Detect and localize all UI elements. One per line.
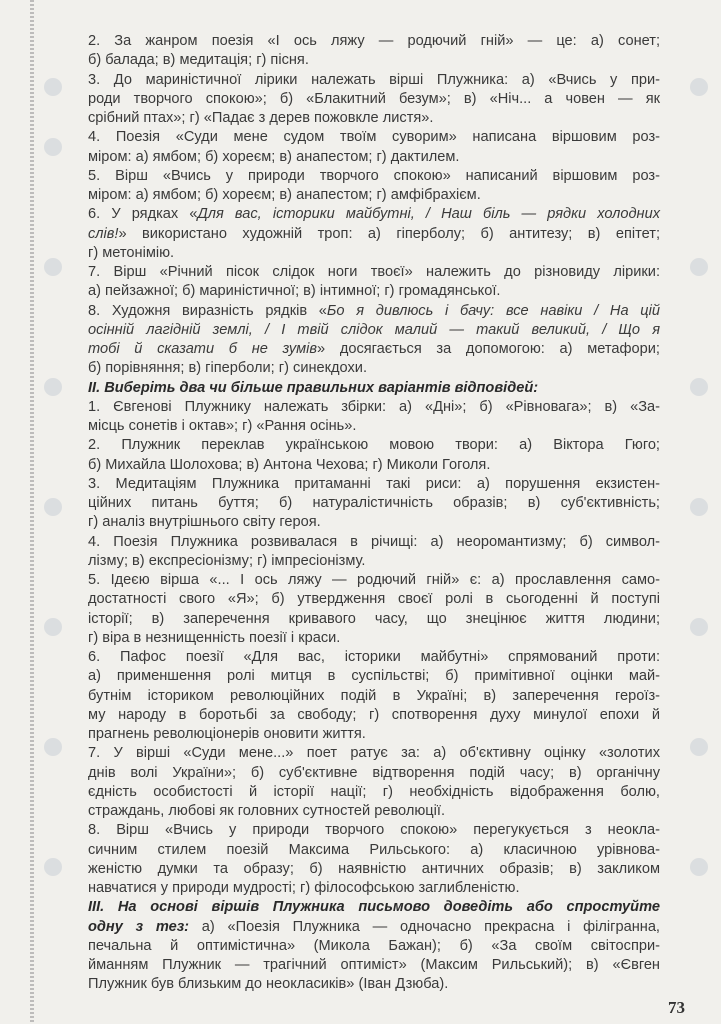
section-heading-text: ІІ. Виберіть два чи більше правильних варіантів відповідей: [88, 379, 539, 396]
text-line [88, 109, 660, 128]
text-run: 7. У вірші «Суди мене...» поет ратує за: а) об'єктивну оцінку «золотих [88, 745, 660, 762]
text-line [88, 263, 660, 282]
text-line [88, 379, 660, 398]
watermark-logo-icon [690, 78, 708, 96]
text-line [88, 282, 660, 301]
text-run: бутнім істориком революційних подій в Україні; в) заперечення героїз- [88, 687, 660, 704]
text-line [88, 918, 660, 937]
text-run: 1. Євгенові Плужнику належать збірки: а) «Дні»; б) «Рівновага»; в) «За- [88, 398, 660, 415]
text-run: б) порівняння; в) гіперболи; г) синекдохи. [88, 360, 368, 377]
text-line [88, 821, 660, 840]
text-line [88, 706, 660, 725]
text-line [88, 975, 660, 994]
watermark-logo-icon [690, 498, 708, 516]
watermark-logo-icon [690, 378, 708, 396]
page-binding-edge [30, 0, 34, 1024]
text-run: 2. Плужник переклав українською мовою твори: а) Віктора Гюго; [88, 437, 660, 454]
watermark-logo-icon [44, 258, 62, 276]
watermark-logo-icon [44, 618, 62, 636]
text-line [88, 148, 660, 167]
text-run: г) метонімію. [88, 244, 175, 261]
text-line [88, 167, 660, 186]
text-run: 2. За жанром поезія «І ось ляжу — родючий гній» — це: а) сонет; [88, 33, 660, 49]
text-run: 3. Медитаціям Плужника притаманні такі риси: а) порушення екзистен- [88, 475, 660, 492]
text-run: женістю думки та образу; б) наявністю античних образів; в) закликом [88, 860, 660, 877]
text-run: днів волі України»; б) суб'єктивне відтворення подій часу; в) органічну [88, 764, 660, 781]
text-run: тобі й сказати б не зумів [88, 341, 318, 357]
watermark-logo-icon [44, 378, 62, 396]
text-run: Бо я дивлюсь і бачу: все навіки / На цій [326, 302, 660, 319]
text-run: 6. У рядках « [88, 206, 198, 223]
text-line [88, 398, 660, 417]
text-run: роди творчого спокою»; б) «Блакитний безум»; в) «Ніч... а човен — як [88, 90, 660, 107]
text-line [88, 321, 660, 340]
watermark-logo-icon [690, 738, 708, 756]
text-run: слів! [88, 225, 119, 242]
text-line [88, 90, 660, 109]
text-run: міром: а) ямбом; б) хореєм; в) анапестом; г) дактилем. [88, 148, 460, 165]
text-run: навчатися у природи мудрості; г) філософською заглибленістю. [88, 880, 520, 896]
text-line [88, 456, 660, 475]
watermark-logo-icon [44, 738, 62, 756]
text-line [88, 860, 660, 879]
text-run: достатності свого «Я»; б) утвердження своєї ролі в сьогоденні й поступі [88, 591, 660, 608]
text-run: міром: а) ямбом; б) хореєм; в) анапестом; г) амфібрахієм. [88, 187, 481, 203]
text-run: г) віра в незнищенність поезії і краси. [88, 629, 341, 646]
text-line [88, 879, 660, 898]
text-line [88, 359, 660, 378]
section-heading-text: ІІІ. На основі віршів Плужника письмово доведіть або спростуйте [88, 899, 660, 916]
text-run: а) «Поезія Плужника — одночасно прекрасна і філігранна, [189, 918, 660, 935]
text-line [88, 436, 660, 455]
text-line [88, 340, 660, 359]
text-run: страждань, любові як головних сутностей революції. [88, 803, 445, 819]
text-run: лізму; в) експресіонізму; г) імпресіонізму. [88, 552, 366, 569]
text-run: г) аналіз внутрішнього світу героя. [88, 514, 321, 531]
text-run: б) балада; в) медитація; г) пісня. [88, 52, 309, 69]
text-line [88, 937, 660, 956]
text-line [88, 513, 660, 532]
text-line [88, 571, 660, 590]
text-run: 4. Поезія «Суди мене судом твоїм суворим» написана віршовим роз- [88, 129, 660, 146]
text-line [88, 302, 660, 321]
watermark-logo-icon [44, 498, 62, 516]
text-line [88, 494, 660, 513]
text-run: історії; в) заперечення кривавого часу, що знецінює життя людини; [88, 610, 660, 627]
text-run: йманням Плужник — трагічний оптиміст» (Максим Рильський); в) «Євген [88, 957, 660, 973]
text-line [88, 956, 660, 975]
text-run: му народу в боротьбі за свободу; г) спотворення духу минулої епохи й [88, 706, 660, 723]
text-run: 4. Поезія Плужника розвивалася в річищі: а) неоромантизму; б) символ- [88, 533, 660, 550]
text-run: єдність особистості й історії нації; г) необхідність відображення болю, [88, 783, 660, 800]
text-line [88, 725, 660, 744]
watermark-logo-icon [44, 78, 62, 96]
watermark-logo-icon [690, 858, 708, 876]
text-run: прагнень революціонерів оновити життя. [88, 726, 366, 742]
text-run: 7. Вірш «Річний пісок слідок ноги твоєї» належить до різновиду лірики: [88, 264, 660, 280]
text-run: Плужник був близьким до неокласиків» (Іван Дзюба). [88, 976, 449, 993]
text-line [88, 533, 660, 552]
text-run: » використано художній троп: а) гіперболу; б) антитезу; в) епітет; [118, 225, 660, 242]
text-line [88, 186, 660, 205]
text-run: місць сонетів і октав»; г) «Рання осінь». [88, 418, 357, 434]
text-run: осінній лагідній землі, / І твій слідок малий — такий великий, / Що я [88, 321, 660, 338]
text-run: сичним стилем поезій Максима Рильського: а) класичною урівнова- [88, 841, 660, 858]
text-line [88, 244, 660, 263]
text-line [88, 841, 660, 860]
text-run: 3. До маринiстичної лірики належать вірші Плужника: а) «Вчись у при- [88, 71, 660, 88]
text-line [88, 667, 660, 686]
text-line [88, 552, 660, 571]
text-run: 6. Пафос поезії «Для вас, історики майбутні» спрямований проти: [88, 649, 660, 665]
text-run: печальна й оптимістична» (Микола Бажан); б) «За своїм світоспри- [88, 937, 660, 954]
text-line [88, 32, 660, 51]
text-run: 5. Вірш «Вчись у природи творчого спокою» написаний віршовим роз- [88, 167, 660, 184]
text-run: 5. Ідеєю вірша «... І ось ляжу — родючий гній» є: а) прославлення само- [88, 572, 660, 588]
text-run: 8. Вірш «Вчись у природи творчого спокою» перегукується з неокла- [88, 822, 660, 839]
text-line [88, 802, 660, 821]
watermark-logo-icon [44, 138, 62, 156]
text-line [88, 687, 660, 706]
text-line [88, 225, 660, 244]
text-run: » досягається за допомогою: а) метафори; [317, 341, 660, 357]
text-line [88, 898, 660, 917]
text-run: Для вас, історики майбутні, / Наш біль — рядки холодних [197, 206, 661, 223]
page-number: 73 [668, 998, 685, 1017]
watermark-logo-icon [690, 618, 708, 636]
page-text [88, 32, 660, 995]
watermark-logo-icon [44, 858, 62, 876]
text-line [88, 764, 660, 783]
text-line [88, 629, 660, 648]
text-line [88, 128, 660, 147]
text-run: а) пейзажної; б) мариністичної; в) інтимної; г) громадянської. [88, 283, 501, 300]
text-line [88, 648, 660, 667]
text-line [88, 610, 660, 629]
text-run: ційних питань буття; б) натуралістичність образів; в) суб'єктивність; [88, 495, 660, 511]
text-run: срібний птах»; г) «Падає з дерев пожовкле листя». [88, 110, 434, 126]
text-run: а) применшення ролі митця в суспільстві; б) примітивної оцінки май- [88, 668, 660, 685]
text-line [88, 475, 660, 494]
text-line [88, 417, 660, 436]
text-run: 8. Художня виразність рядків « [88, 302, 327, 319]
text-line [88, 71, 660, 90]
text-line [88, 205, 660, 224]
text-line [88, 51, 660, 70]
text-line [88, 783, 660, 802]
section-heading-text: одну з тез: [88, 918, 190, 935]
text-line [88, 590, 660, 609]
text-run: б) Михайла Шолохова; в) Антона Чехова; г) Миколи Гоголя. [88, 456, 491, 473]
watermark-logo-icon [690, 258, 708, 276]
text-line [88, 744, 660, 763]
